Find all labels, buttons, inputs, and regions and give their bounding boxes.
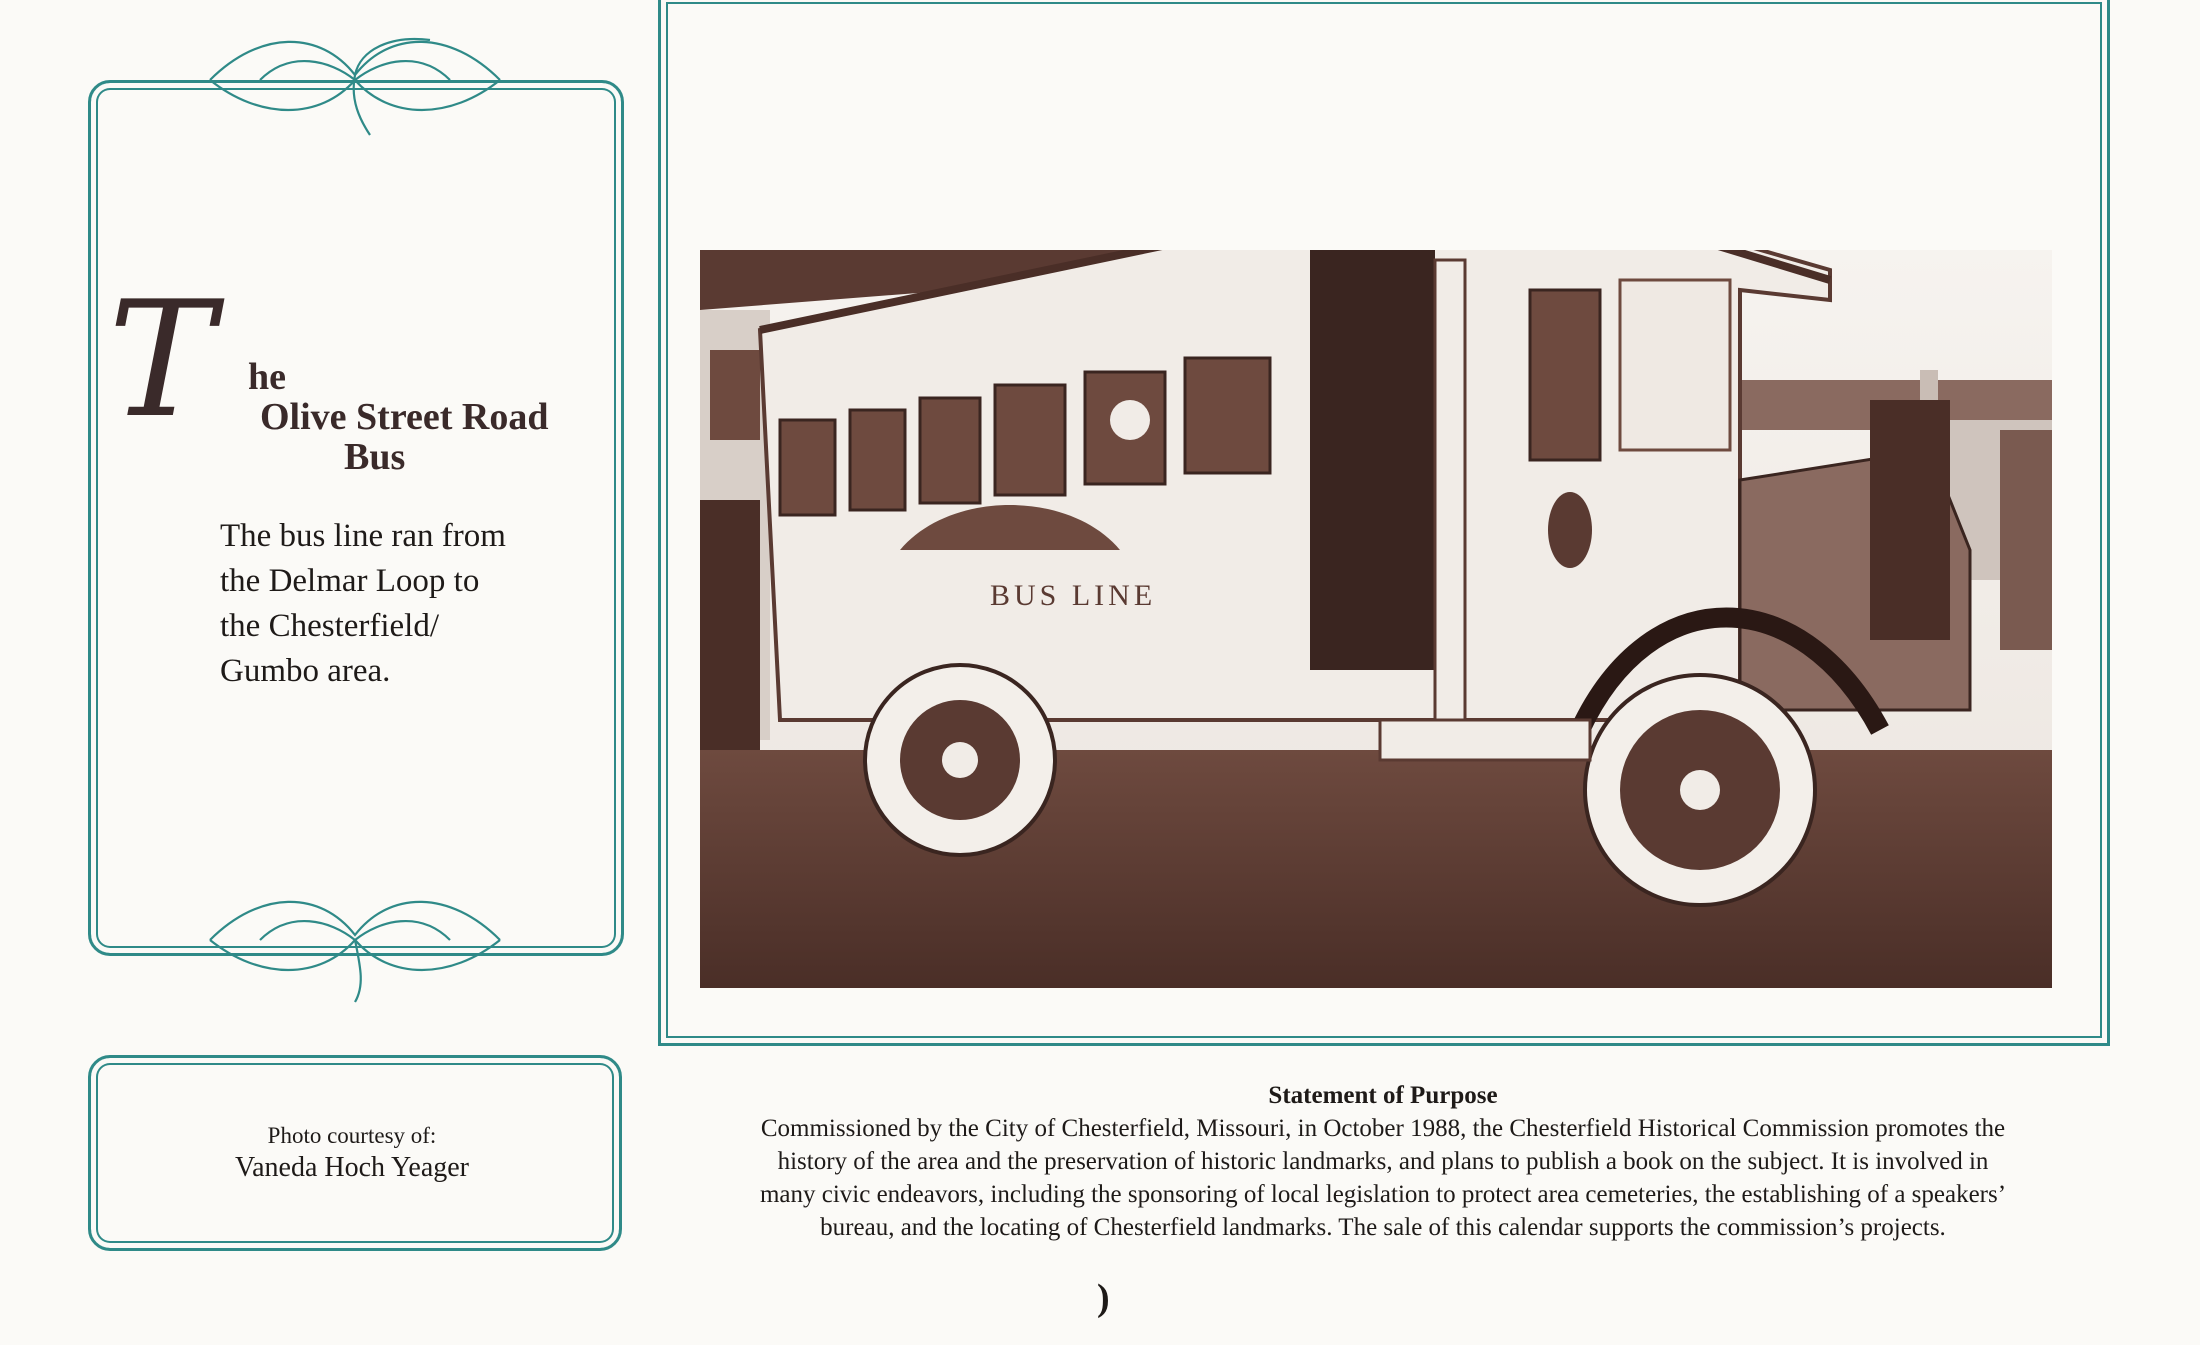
- title-line-3: Bus: [344, 436, 406, 478]
- statement-line: bureau, and the locating of Chesterfield landmarks. The sale of this calendar supports the commission’s projects.: [820, 1214, 1946, 1241]
- description-line: Gumbo area.: [220, 653, 391, 689]
- title-line-2: Olive Street Road: [260, 396, 549, 438]
- title-line-1: he: [248, 356, 286, 398]
- bus-side-lettering: BUS LINE: [990, 579, 1157, 612]
- description-line: The bus line ran from: [220, 518, 506, 554]
- statement-body: [660, 1112, 2106, 1244]
- title-block: [108, 266, 608, 490]
- photo-credit-label: Photo courtesy of:: [267, 1123, 437, 1148]
- binding-hole-mark: ): [1097, 1277, 1110, 1319]
- statement-line: history of the area and the preservation of historic landmarks, and plans to publish a book on the subject. It is involved in: [777, 1148, 1989, 1175]
- description-text: [220, 514, 600, 694]
- statement-heading: Statement of Purpose: [1268, 1082, 1498, 1109]
- description-line: the Delmar Loop to: [220, 563, 480, 599]
- statement-line: Commissioned by the City of Chesterfield, Missouri, in October 1988, the Chesterfield Historical Commission promotes the: [760, 1115, 2006, 1142]
- description-line: the Chesterfield/: [220, 608, 440, 644]
- statement-of-purpose: [660, 1080, 2106, 1244]
- title-initial: T: [108, 266, 215, 453]
- top-flourish-ornament: [200, 20, 510, 140]
- bus-photograph: [700, 250, 2052, 988]
- bottom-flourish-ornament: [200, 890, 510, 1010]
- statement-line: many civic endeavors, including the sponsoring of local legislation to protect area cemeteries, the establishing of a speakers’: [759, 1181, 2007, 1208]
- photo-credit-name: Vaneda Hoch Yeager: [234, 1152, 470, 1183]
